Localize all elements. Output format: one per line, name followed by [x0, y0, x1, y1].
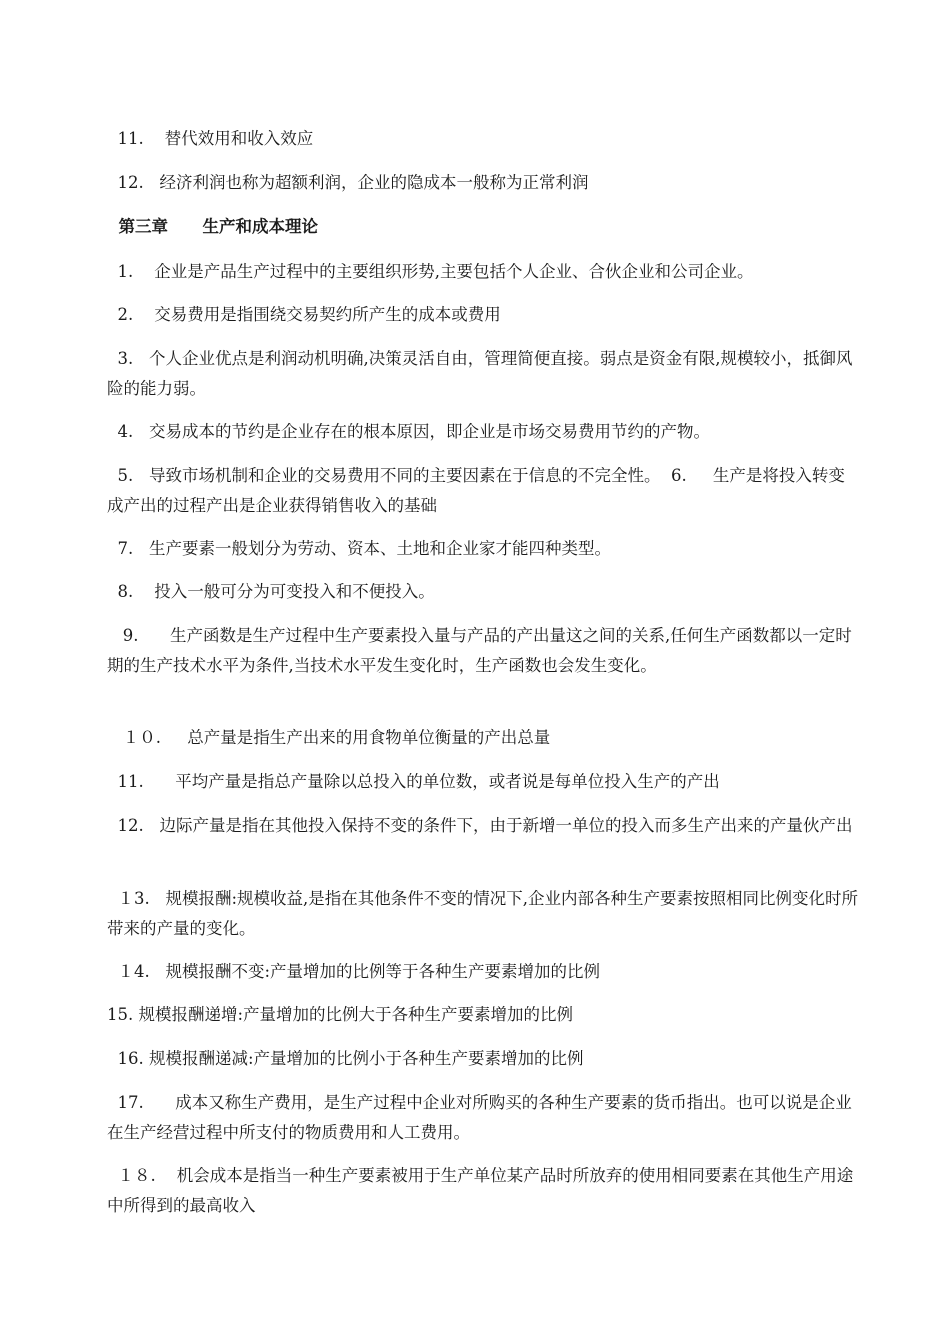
paragraph-item-13: １3. 规模报酬:规模收益,是指在其他条件不变的情况下,企业内部各种生产要素按照相同比例变化时所带来的产量的变化。 [107, 889, 859, 938]
paragraph-item-3: 3. 个人企业优点是利润动机明确,决策灵活自由，管理简便直接。弱点是资金有限,规模较小，抵御风险的能力弱。 [107, 349, 853, 398]
paragraph-item-4: 4. 交易成本的节约是企业存在的根本原因，即企业是市场交易费用节约的产物。 [107, 422, 710, 441]
paragraph-item-9: 9. 生产函数是生产过程中生产要素投入量与产品的产出量这之间的关系,任何生产函数都以一定时期的生产技术水平为条件,当技术水平发生变化时，生产函数也会发生变化。 [107, 626, 852, 675]
paragraph-item-5-6: 5. 导致市场机制和企业的交易费用不同的主要因素在于信息的不完全性。 6. 生产是将投入转变成产出的过程产出是企业获得销售收入的基础 [107, 466, 845, 515]
paragraph-item-8: 8. 投入一般可分为可变投入和不便投入。 [107, 582, 435, 601]
paragraph-item-15: 15. 规模报酬递增:产量增加的比例大于各种生产要素增加的比例 [107, 1005, 574, 1024]
paragraph-item-10: １０. 总产量是指生产出来的用食物单位衡量的产出总量 [107, 728, 551, 747]
paragraph-item-16: 16. 规模报酬递减:产量增加的比例小于各种生产要素增加的比例 [107, 1049, 584, 1068]
paragraph-item-12b: 12. 边际产量是指在其他投入保持不变的条件下，由于新增一单位的投入而多生产出来的产量伙产出 [107, 816, 853, 835]
paragraph-item-2: 2. 交易费用是指围绕交易契约所产生的成本或费用 [107, 305, 501, 324]
paragraph-item-11: 11. 替代效用和收入效应 [107, 129, 314, 148]
paragraph-item-18: １８. 机会成本是指当一种生产要素被用于生产单位某产品时所放弃的使用相同要素在其他生产用途中所得到的最高收入 [107, 1166, 854, 1215]
paragraph-item-17: 17. 成本又称生产费用，是生产过程中企业对所购买的各种生产要素的货币指出。也可以说是企业在生产经营过程中所支付的物质费用和人工费用。 [107, 1093, 852, 1142]
chapter-heading: 第三章 生产和成本理论 [107, 217, 318, 236]
paragraph-item-7: 7. 生产要素一般划分为劳动、资本、土地和企业家才能四种类型。 [107, 539, 611, 558]
paragraph-item-1: 1. 企业是产品生产过程中的主要组织形势,主要包括个人企业、合伙企业和公司企业。 [107, 262, 754, 281]
paragraph-item-11b: 11. 平均产量是指总产量除以总投入的单位数，或者说是每单位投入生产的产出 [107, 772, 720, 791]
paragraph-item-14: １4. 规模报酬不变:产量增加的比例等于各种生产要素增加的比例 [107, 962, 601, 981]
paragraph-item-12: 12. 经济利润也称为超额利润，企业的隐成本一般称为正常利润 [107, 173, 589, 192]
